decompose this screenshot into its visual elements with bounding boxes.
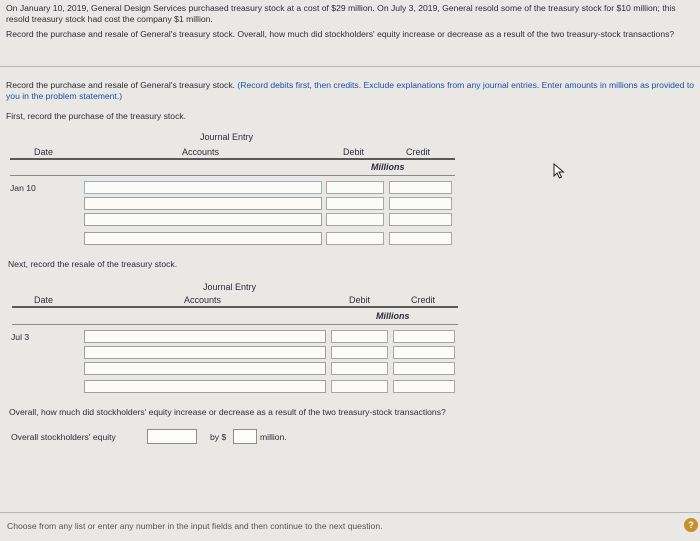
instructions-lead: Record the purchase and resale of General's treasury stock. <box>6 80 236 90</box>
overall-by-label: by $ <box>210 432 227 442</box>
section1-row4-credit[interactable] <box>389 232 452 245</box>
section1-row4-debit[interactable] <box>326 232 384 245</box>
section2-row4-credit[interactable] <box>393 380 455 393</box>
section2-row4-debit[interactable] <box>331 380 388 393</box>
section1-date: Jan 10 <box>10 183 36 193</box>
section1-row2-account[interactable] <box>84 197 322 210</box>
footer-divider <box>0 512 700 513</box>
section1-row3-debit[interactable] <box>326 213 384 226</box>
section2-row4-account[interactable] <box>84 380 326 393</box>
section2-col-date: Date <box>34 295 54 305</box>
section1-row1-credit[interactable] <box>389 181 452 194</box>
increase-decrease-select[interactable] <box>147 429 197 444</box>
section2-row2-debit[interactable] <box>331 346 388 359</box>
section2-row1-debit[interactable] <box>331 330 388 343</box>
section2-row3-credit[interactable] <box>393 362 455 375</box>
section1-row1-account[interactable] <box>84 181 322 194</box>
section2-row1-credit[interactable] <box>393 330 455 343</box>
section2-header-rule <box>12 306 458 308</box>
overall-label: Overall stockholders' equity <box>11 432 116 442</box>
problem-text: On January 10, 2019, General Design Services purchased treasury stock at a cost of $29 million. On July 3, 2019, General resold some of the treasury stock for $10 million; this resold treasury stock had cost the company $1 million. <box>6 3 676 24</box>
section2-subheader-rule <box>12 324 458 325</box>
section2-table-title: Journal Entry <box>203 282 257 292</box>
section2-col-credit: Credit <box>411 295 436 305</box>
section1-subheader-rule <box>10 175 455 176</box>
overall-unit: million. <box>260 432 287 442</box>
section1-col-debit: Debit <box>343 147 365 157</box>
section2-col-debit: Debit <box>349 295 371 305</box>
section1-row1-debit[interactable] <box>326 181 384 194</box>
help-icon[interactable]: ? <box>684 518 698 532</box>
section2-row2-credit[interactable] <box>393 346 455 359</box>
problem-statement <box>6 3 696 40</box>
section2-row2-account[interactable] <box>84 346 326 359</box>
section2-date: Jul 3 <box>11 332 30 342</box>
section2-unit: Millions <box>376 311 410 321</box>
section1-col-accounts: Accounts <box>182 147 220 157</box>
problem-question: Record the purchase and resale of General's treasury stock. Overall, how much did stockholders' equity increase or decrease as a result of the two treasury-stock transactions? <box>6 29 675 39</box>
section1-row3-account[interactable] <box>84 213 322 226</box>
mouse-cursor-icon <box>553 163 565 184</box>
section1-prompt: First, record the purchase of the treasury stock. <box>6 111 187 121</box>
section2-row3-debit[interactable] <box>331 362 388 375</box>
section2-row3-account[interactable] <box>84 362 326 375</box>
section1-table-title: Journal Entry <box>200 132 254 142</box>
overall-question: Overall, how much did stockholders' equity increase or decrease as a result of the two treasury-stock transactions? <box>9 407 446 417</box>
section1-row2-debit[interactable] <box>326 197 384 210</box>
section1-row4-account[interactable] <box>84 232 322 245</box>
instructions-note: (Record debits first, then credits. Exclude explanations from any journal entries. Enter amounts in millions as provided to you in the problem statement.) <box>6 80 695 101</box>
section1-row3-credit[interactable] <box>389 213 452 226</box>
overall-amount-input[interactable] <box>233 429 257 444</box>
section1-col-date: Date <box>34 147 54 157</box>
footer-hint: Choose from any list or enter any number in the input fields and then continue to the next question. <box>7 521 383 531</box>
instructions <box>6 80 696 102</box>
section2-prompt: Next, record the resale of the treasury stock. <box>8 259 178 269</box>
divider <box>0 66 700 67</box>
section1-col-credit: Credit <box>406 147 431 157</box>
section1-row2-credit[interactable] <box>389 197 452 210</box>
section1-header-rule <box>10 158 455 160</box>
section2-row1-account[interactable] <box>84 330 326 343</box>
section2-col-accounts: Accounts <box>184 295 222 305</box>
section1-unit: Millions <box>371 162 405 172</box>
